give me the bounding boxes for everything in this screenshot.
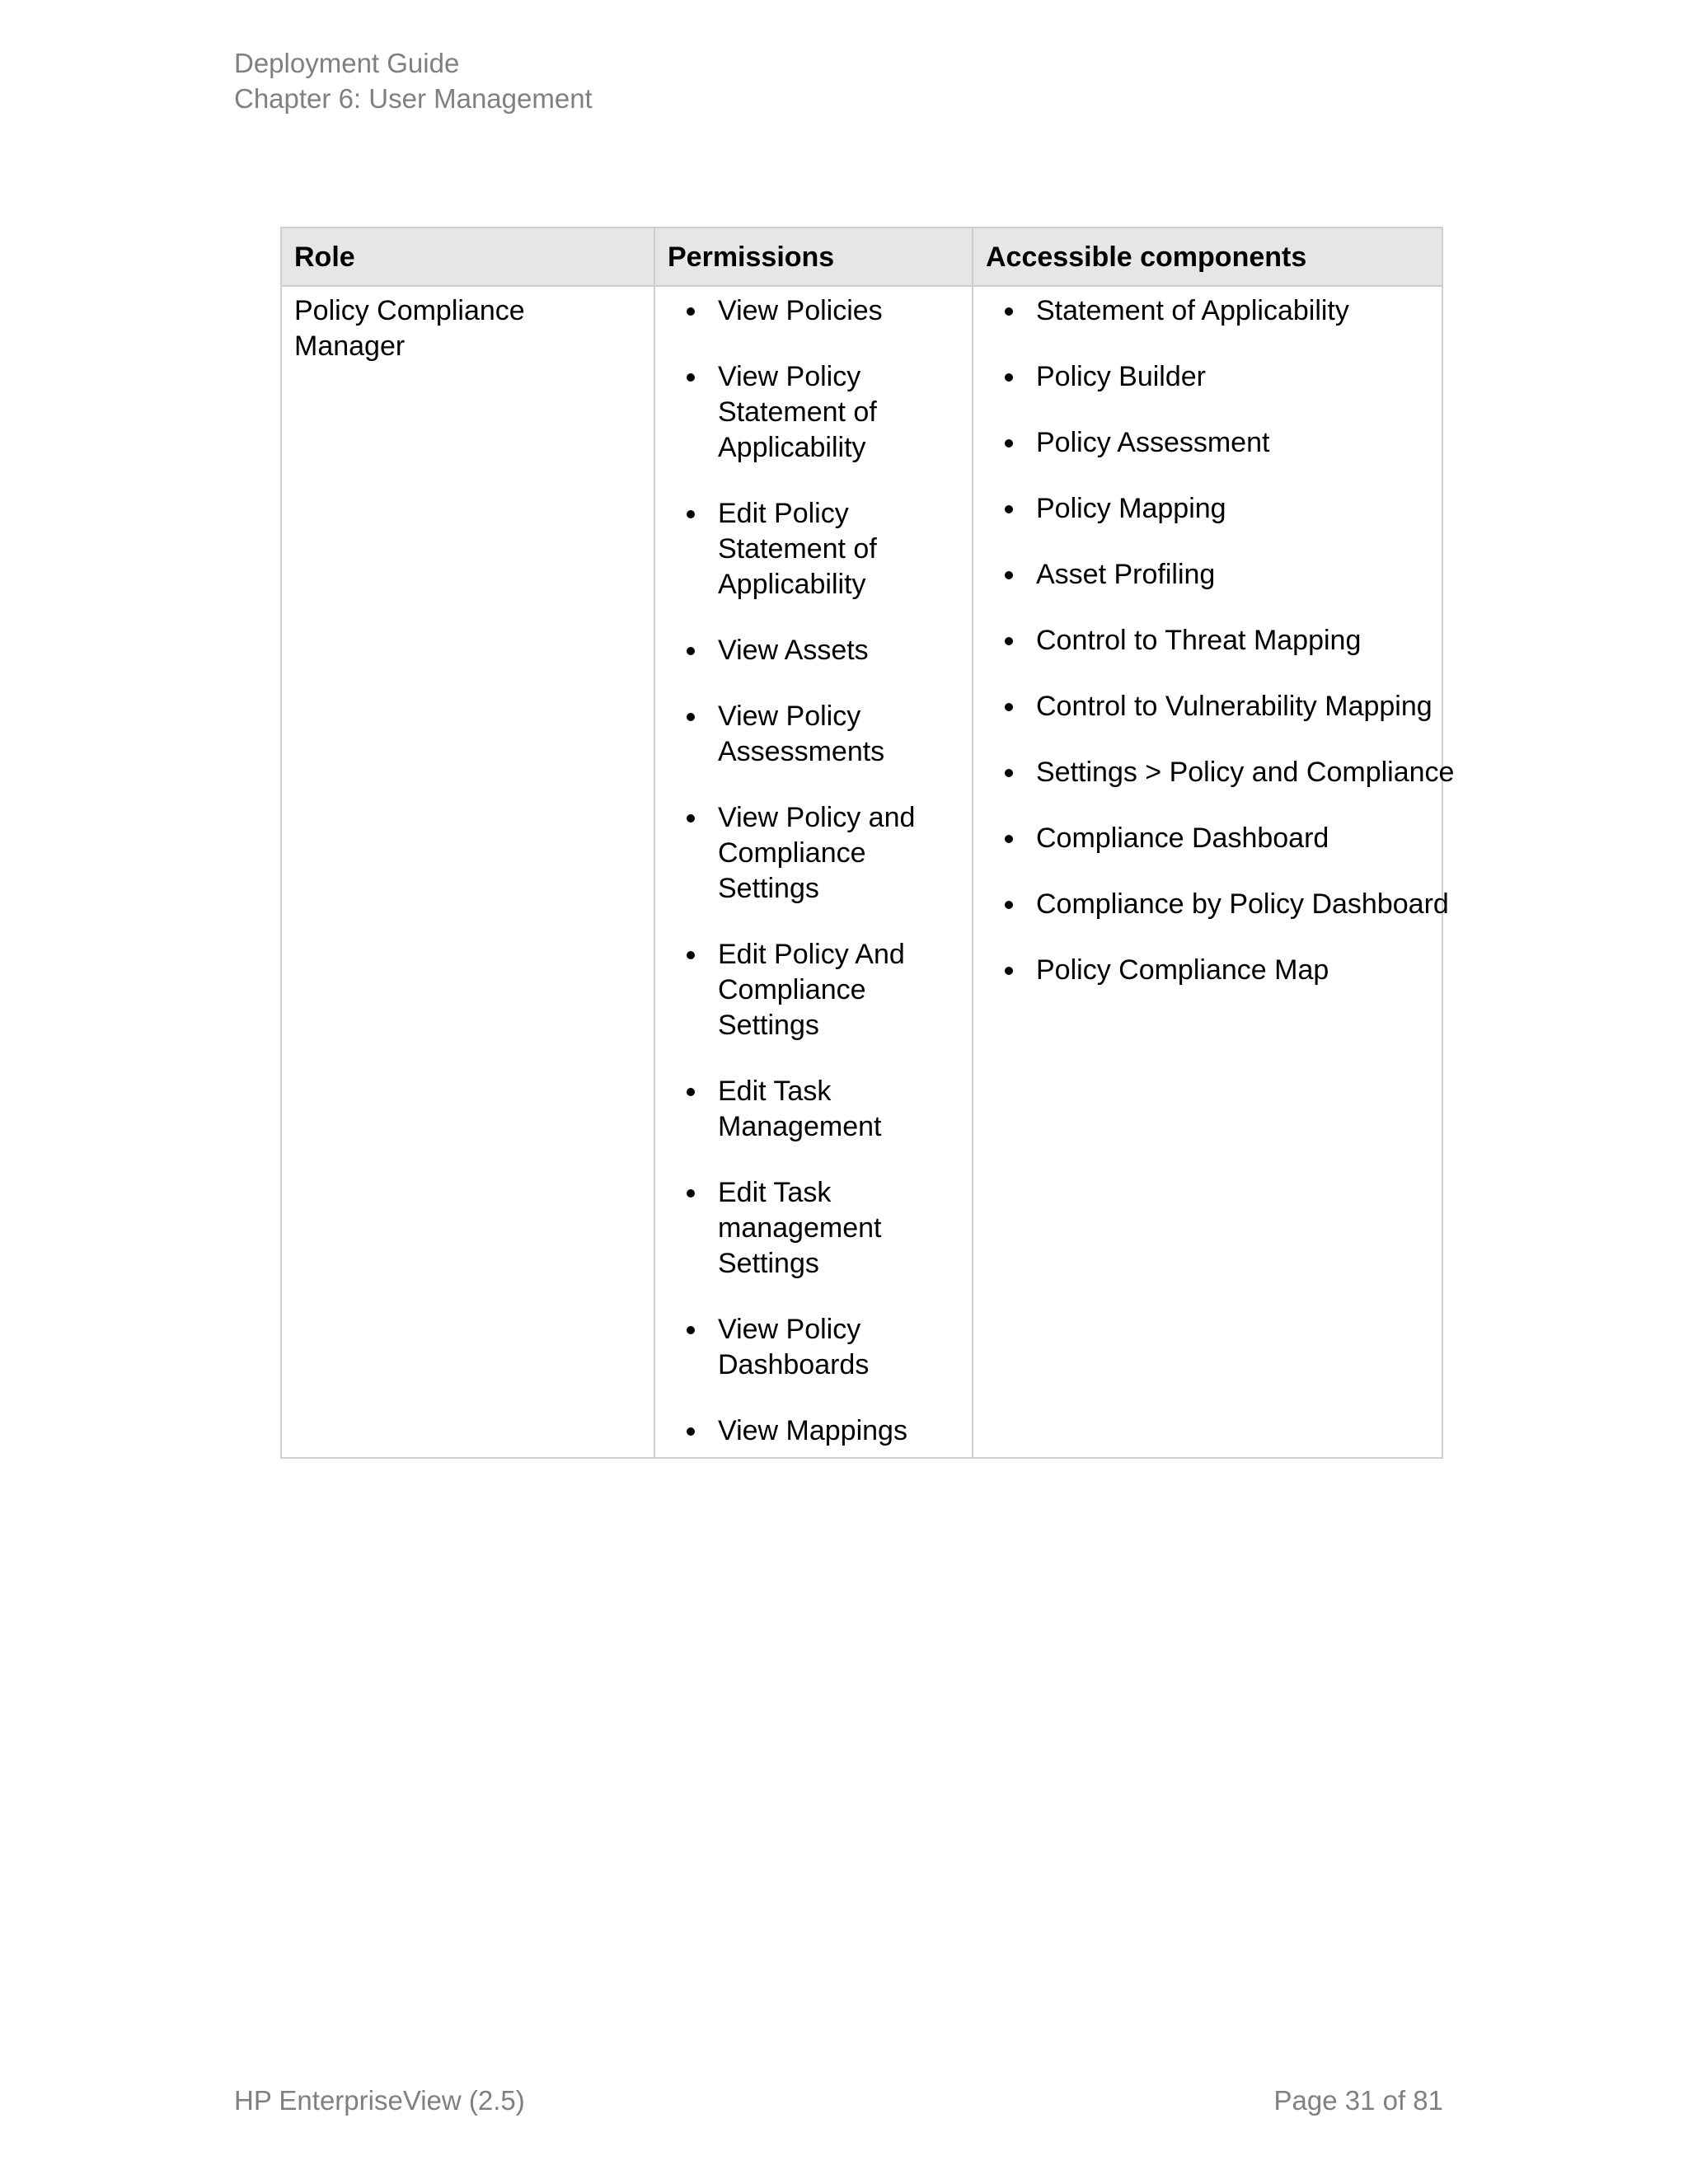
bullet-icon — [687, 307, 695, 316]
bullet-icon — [1005, 835, 1013, 843]
footer-product: HP EnterpriseView (2.5) — [234, 2085, 525, 2116]
bullet-icon — [1005, 307, 1013, 316]
column-header-role: Role — [281, 227, 654, 286]
bullet-icon — [687, 713, 695, 721]
table-row — [281, 286, 1442, 1458]
table-header-row — [281, 227, 1442, 286]
column-header-permissions: Permissions — [654, 227, 973, 286]
component-label: Policy Compliance Map — [1036, 954, 1329, 986]
permission-label: View Policy and Compliance Settings — [718, 802, 916, 904]
permission-label: View Mappings — [718, 1415, 907, 1446]
component-item — [986, 359, 1430, 395]
bullet-icon — [1005, 439, 1013, 448]
permission-label: View Policy Statement of Applicability — [718, 361, 877, 463]
permission-label: Edit Task management Settings — [718, 1177, 882, 1279]
component-item — [986, 953, 1430, 988]
component-item — [986, 425, 1430, 461]
permission-item — [668, 633, 960, 668]
bullet-icon — [687, 1189, 695, 1197]
component-label: Control to Vulnerability Mapping — [1036, 691, 1432, 722]
permission-item — [668, 1175, 960, 1282]
bullet-icon — [1005, 373, 1013, 382]
permission-label: View Policy Dashboards — [718, 1314, 870, 1380]
bullet-icon — [687, 373, 695, 382]
permission-label: Edit Policy Statement of Applicability — [718, 498, 877, 600]
component-label: Compliance by Policy Dashboard — [1036, 888, 1449, 920]
permission-item — [668, 1413, 960, 1449]
bullet-icon — [1005, 967, 1013, 975]
bullet-icon — [687, 1427, 695, 1436]
permission-label: Edit Task Management — [718, 1076, 882, 1142]
bullet-icon — [687, 510, 695, 518]
component-label: Asset Profiling — [1036, 559, 1216, 590]
footer-page-number: Page 31 of 81 — [1273, 2085, 1443, 2116]
document-title: Deployment Guide — [234, 48, 460, 78]
bullet-icon — [1005, 901, 1013, 909]
role-cell: Policy Compliance Manager — [281, 286, 654, 1458]
permissions-cell — [654, 286, 973, 1458]
component-label: Policy Mapping — [1036, 493, 1226, 524]
permission-item — [668, 496, 960, 602]
component-label: Policy Assessment — [1036, 427, 1270, 458]
bullet-icon — [687, 814, 695, 823]
bullet-icon — [1005, 505, 1013, 513]
component-item — [986, 491, 1430, 527]
components-cell — [973, 286, 1455, 1458]
bullet-icon — [687, 1326, 695, 1334]
permission-label: View Policy Assessments — [718, 701, 885, 767]
component-label: Policy Builder — [1036, 361, 1206, 392]
column-header-accessible-components: Accessible components — [973, 227, 1442, 286]
component-label: Statement of Applicability — [1036, 295, 1349, 326]
bullet-icon — [1005, 571, 1013, 579]
bullet-icon — [1005, 637, 1013, 645]
roles-permissions-table — [280, 227, 1455, 1459]
bullet-icon — [687, 1088, 695, 1096]
permission-label: View Assets — [718, 635, 869, 666]
component-label: Settings > Policy and Compliance — [1036, 757, 1455, 788]
permission-item — [668, 800, 960, 907]
component-item — [986, 887, 1449, 922]
component-item — [986, 755, 1455, 790]
permission-label: Edit Policy And Compliance Settings — [718, 939, 905, 1041]
permission-item — [668, 699, 960, 770]
chapter-title: Chapter 6: User Management — [234, 83, 593, 114]
permission-item — [668, 293, 960, 329]
bullet-icon — [687, 647, 695, 655]
bullet-icon — [1005, 769, 1013, 777]
component-item — [986, 293, 1430, 329]
bullet-icon — [687, 951, 695, 959]
permission-label: View Policies — [718, 295, 883, 326]
permission-item — [668, 1312, 960, 1383]
component-label: Compliance Dashboard — [1036, 823, 1329, 854]
permission-item — [668, 937, 960, 1043]
bullet-icon — [1005, 703, 1013, 711]
component-item — [986, 689, 1430, 724]
component-label: Control to Threat Mapping — [1036, 625, 1362, 656]
permission-item — [668, 359, 960, 466]
component-item — [986, 623, 1430, 658]
permissions-list — [668, 293, 960, 1449]
components-list — [986, 293, 1455, 988]
permission-item — [668, 1074, 960, 1145]
running-header — [234, 45, 593, 116]
component-item — [986, 557, 1430, 593]
component-item — [986, 821, 1430, 856]
